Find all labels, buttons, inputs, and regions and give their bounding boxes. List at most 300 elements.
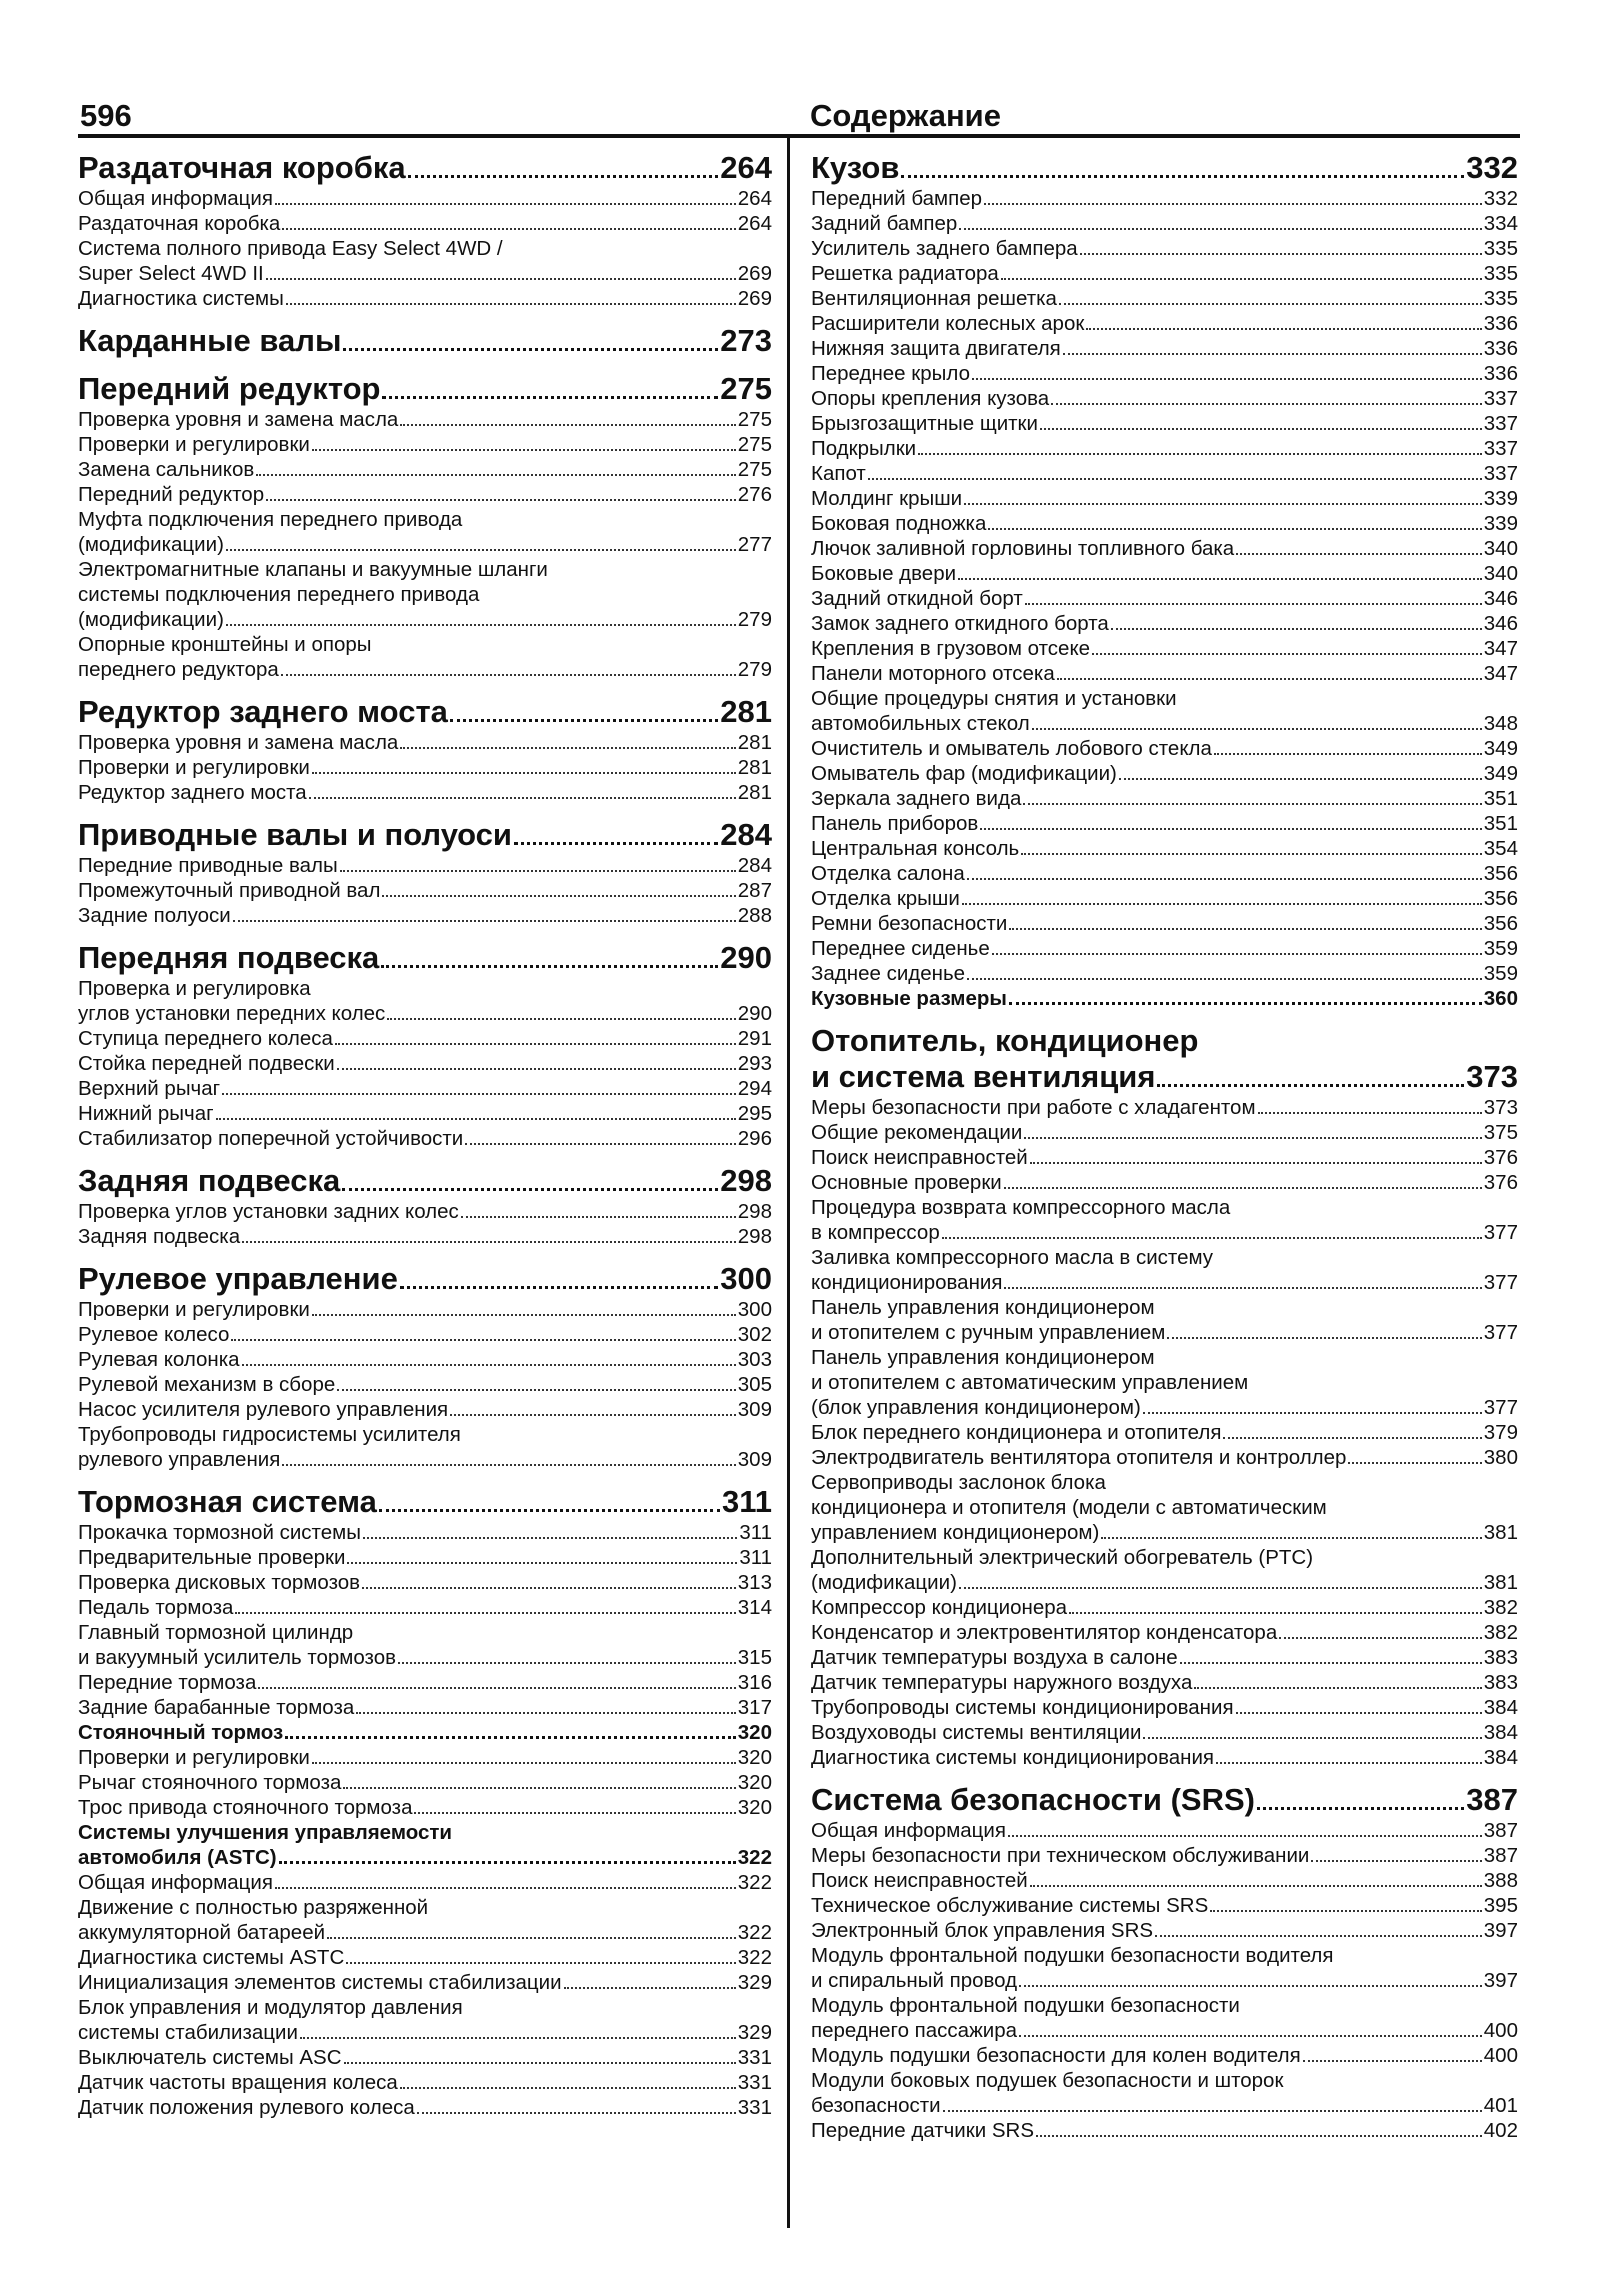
dot-leader xyxy=(1092,653,1482,655)
dot-leader xyxy=(266,499,736,501)
page-ref: 290 xyxy=(737,1002,772,1025)
page-ref: 384 xyxy=(1483,1746,1518,1769)
toc-entry[interactable] xyxy=(78,730,772,755)
toc-entry[interactable] xyxy=(811,711,1518,736)
dot-leader xyxy=(1257,1807,1464,1810)
page-ref: 387 xyxy=(1466,1782,1518,1817)
entry-title: Кузовные размеры xyxy=(811,987,1007,1010)
toc-entry[interactable] xyxy=(78,1745,772,1770)
toc-entry[interactable] xyxy=(811,1918,1518,1943)
toc-entry[interactable] xyxy=(78,1595,772,1620)
toc-entry[interactable] xyxy=(78,261,772,286)
entry-title: Модуль подушки безопасности для колен водителя xyxy=(811,2044,1301,2067)
dot-leader xyxy=(1009,928,1481,930)
toc-entry[interactable] xyxy=(811,1620,1518,1645)
toc-entry-text-line: Система полного привода Easy Select 4WD / xyxy=(78,237,503,260)
toc-entry[interactable] xyxy=(811,1445,1518,1470)
entry-title: Капот xyxy=(811,462,866,485)
entry-title: Датчик температуры воздуха в салоне xyxy=(811,1646,1178,1669)
entry-title: Брызгозащитные щитки xyxy=(811,412,1038,435)
page-ref: 322 xyxy=(737,1921,772,1944)
chapter-heading[interactable] xyxy=(811,1059,1518,1095)
dot-leader xyxy=(337,1389,736,1391)
page-ref: 381 xyxy=(1483,1521,1518,1544)
entry-title: Расширители колесных арок xyxy=(811,312,1085,335)
dot-leader xyxy=(1143,1412,1482,1414)
dot-leader xyxy=(347,1562,737,1564)
toc-entry[interactable] xyxy=(811,261,1518,286)
toc-entry[interactable] xyxy=(78,2095,772,2120)
toc-entry[interactable] xyxy=(811,336,1518,361)
dot-leader xyxy=(408,175,719,178)
toc-entry[interactable] xyxy=(811,661,1518,686)
entry-title: управлением кондиционером) xyxy=(811,1521,1100,1544)
toc-entry[interactable] xyxy=(78,1224,772,1249)
entry-title: Решетка радиатора xyxy=(811,262,999,285)
toc-entry[interactable] xyxy=(78,1026,772,1051)
toc-entry[interactable] xyxy=(78,2070,772,2095)
entry-title: Верхний рычаг xyxy=(78,1077,221,1100)
dot-leader xyxy=(233,920,736,922)
entry-title: Предварительные проверки xyxy=(78,1546,346,1569)
dot-leader xyxy=(1019,1985,1482,1987)
dot-leader xyxy=(1019,2035,1482,2037)
toc-entry[interactable] xyxy=(78,2045,772,2070)
entry-title: Передние тормоза xyxy=(78,1671,257,1694)
entry-title: Замена сальников xyxy=(78,458,255,481)
toc-entry[interactable] xyxy=(78,1126,772,1151)
dot-leader xyxy=(988,528,1481,530)
page-ref: 277 xyxy=(737,533,772,556)
dot-leader xyxy=(1023,803,1481,805)
toc-entry[interactable] xyxy=(811,511,1518,536)
toc-entry[interactable] xyxy=(811,2118,1518,2143)
toc-entry[interactable] xyxy=(811,2043,1518,2068)
page-ref: 295 xyxy=(737,1102,772,1125)
entry-title: Поиск неисправностей xyxy=(811,1869,1028,1892)
page-ref: 383 xyxy=(1483,1671,1518,1694)
chapter-heading[interactable] xyxy=(78,150,772,186)
page-ref: 281 xyxy=(737,731,772,754)
toc-entry[interactable] xyxy=(78,186,772,211)
toc-entry[interactable] xyxy=(811,561,1518,586)
page-ref: 387 xyxy=(1483,1819,1518,1842)
toc-entry[interactable] xyxy=(811,911,1518,936)
toc-entry[interactable] xyxy=(811,761,1518,786)
toc-entry[interactable] xyxy=(78,407,772,432)
chapter-heading[interactable] xyxy=(78,694,772,730)
toc-entry[interactable] xyxy=(78,1372,772,1397)
dot-leader xyxy=(1180,1662,1482,1664)
toc-entry[interactable] xyxy=(811,186,1518,211)
page-ref: 376 xyxy=(1483,1171,1518,1194)
chapter-heading[interactable] xyxy=(78,940,772,976)
entry-title: Крепления в грузовом отсеке xyxy=(811,637,1091,660)
toc-entry-text-line: Проверка и регулировка xyxy=(78,977,311,1000)
entry-title: рулевого управления xyxy=(78,1448,281,1471)
toc-entry[interactable] xyxy=(811,486,1518,511)
toc-entry[interactable] xyxy=(811,1868,1518,1893)
toc-entry[interactable] xyxy=(78,1199,772,1224)
dot-leader xyxy=(226,549,736,551)
entry-title: и система вентиляция xyxy=(811,1059,1156,1094)
page-ref: 322 xyxy=(737,1846,772,1869)
toc-entry[interactable] xyxy=(811,386,1518,411)
dot-leader xyxy=(335,1043,736,1045)
page-ref: 281 xyxy=(737,781,772,804)
section-heading[interactable] xyxy=(811,986,1518,1011)
entry-title: переднего редуктора xyxy=(78,658,279,681)
toc-entry-text-line: Сервоприводы заслонок блока xyxy=(811,1471,1106,1494)
entry-title: Ремни безопасности xyxy=(811,912,1008,935)
entry-title: Нижняя защита двигателя xyxy=(811,337,1061,360)
toc-entry[interactable] xyxy=(78,1645,772,1670)
toc-entry[interactable] xyxy=(811,461,1518,486)
toc-entry[interactable] xyxy=(78,1076,772,1101)
dot-leader xyxy=(1348,1462,1481,1464)
entry-title: Переднее сиденье xyxy=(811,937,990,960)
toc-entry[interactable] xyxy=(811,436,1518,461)
toc-entry[interactable] xyxy=(78,1322,772,1347)
toc-entry[interactable] xyxy=(78,1545,772,1570)
page-ref: 309 xyxy=(737,1398,772,1421)
entry-title: Передние приводные валы xyxy=(78,854,338,877)
dot-leader xyxy=(1040,428,1482,430)
page-ref: 313 xyxy=(737,1571,772,1594)
toc-entry[interactable] xyxy=(78,457,772,482)
entry-title: Кузов xyxy=(811,150,900,185)
entry-title: Проверки и регулировки xyxy=(78,433,310,456)
toc-entry[interactable] xyxy=(811,311,1518,336)
dot-leader xyxy=(514,842,718,845)
dot-leader xyxy=(1036,2135,1482,2137)
page-ref: 298 xyxy=(737,1225,772,1248)
toc-entry[interactable] xyxy=(811,236,1518,261)
toc-entry[interactable] xyxy=(78,2020,772,2045)
toc-entry[interactable] xyxy=(811,936,1518,961)
toc-entry[interactable] xyxy=(78,1695,772,1720)
toc-entry[interactable] xyxy=(78,1051,772,1076)
entry-title: и отопителем с ручным управлением xyxy=(811,1321,1166,1344)
page-ref: 281 xyxy=(720,694,772,729)
dot-leader xyxy=(1210,1910,1482,1912)
toc-entry[interactable] xyxy=(811,361,1518,386)
page-ref: 356 xyxy=(1483,912,1518,935)
toc-entry[interactable] xyxy=(78,432,772,457)
dot-leader xyxy=(967,978,1482,980)
chapter-heading[interactable] xyxy=(78,1163,772,1199)
entry-title: Нижний рычаг xyxy=(78,1102,214,1125)
dot-leader xyxy=(382,396,718,399)
dot-leader xyxy=(242,1364,736,1366)
entry-title: Рулевое колесо xyxy=(78,1323,230,1346)
page-number: 596 xyxy=(80,98,132,133)
dot-leader xyxy=(400,424,735,426)
toc-entry[interactable] xyxy=(78,1101,772,1126)
toc-entry[interactable] xyxy=(78,657,772,682)
entry-title: Рулевой механизм в сборе xyxy=(78,1373,336,1396)
toc-entry[interactable] xyxy=(811,211,1518,236)
toc-entry[interactable] xyxy=(78,607,772,632)
entry-title: Компрессор кондиционера xyxy=(811,1596,1068,1619)
page-ref: 311 xyxy=(739,1521,772,1544)
toc-entry[interactable] xyxy=(811,286,1518,311)
page-ref: 264 xyxy=(720,150,772,185)
toc-entry[interactable] xyxy=(811,1120,1518,1145)
chapter-heading[interactable] xyxy=(78,817,772,853)
entry-title: Передний бампер xyxy=(811,187,983,210)
entry-title: Задние барабанные тормоза xyxy=(78,1696,355,1719)
toc-entry-text-line: системы подключения переднего привода xyxy=(78,583,480,606)
entry-title: Передний редуктор xyxy=(78,483,265,506)
dot-leader xyxy=(343,1787,735,1789)
toc-entry[interactable] xyxy=(811,736,1518,761)
toc-entry[interactable] xyxy=(78,780,772,805)
dot-leader xyxy=(282,228,735,230)
toc-entry[interactable] xyxy=(78,1970,772,1995)
page-ref: 377 xyxy=(1483,1221,1518,1244)
toc-entry[interactable] xyxy=(811,961,1518,986)
toc-entry[interactable] xyxy=(811,1145,1518,1170)
dot-leader xyxy=(918,453,1482,455)
dot-leader xyxy=(943,2110,1482,2112)
page-ref: 337 xyxy=(1483,462,1518,485)
dot-leader xyxy=(275,1887,736,1889)
section-heading[interactable] xyxy=(78,1720,772,1745)
toc-entry[interactable] xyxy=(78,1447,772,1472)
dot-leader xyxy=(1004,1287,1481,1289)
entry-title: Проверка уровня и замена масла xyxy=(78,731,399,754)
toc-entry[interactable] xyxy=(78,903,772,928)
toc-entry[interactable] xyxy=(811,1595,1518,1620)
toc-entry[interactable] xyxy=(811,886,1518,911)
section-heading[interactable] xyxy=(78,1845,772,1870)
page-ref: 300 xyxy=(720,1261,772,1296)
entry-title: Датчик положения рулевого колеса xyxy=(78,2096,415,2119)
page-ref: 334 xyxy=(1483,212,1518,235)
page-ref: 379 xyxy=(1483,1421,1518,1444)
entry-title: Ступица переднего колеса xyxy=(78,1027,333,1050)
page-ref: 275 xyxy=(737,433,772,456)
toc-entry[interactable] xyxy=(78,1397,772,1422)
toc-entry[interactable] xyxy=(811,411,1518,436)
dot-leader xyxy=(312,772,736,774)
page-ref: 294 xyxy=(737,1077,772,1100)
toc-entry[interactable] xyxy=(811,1670,1518,1695)
toc-entry[interactable] xyxy=(811,2018,1518,2043)
toc-entry[interactable] xyxy=(78,286,772,311)
toc-entry[interactable] xyxy=(78,1920,772,1945)
chapter-heading[interactable] xyxy=(78,371,772,407)
toc-entry[interactable] xyxy=(78,1670,772,1695)
page-ref: 320 xyxy=(737,1796,772,1819)
dot-leader xyxy=(382,895,735,897)
toc-entry[interactable] xyxy=(811,1170,1518,1195)
page-ref: 273 xyxy=(720,323,772,358)
entry-title: Зеркала заднего вида xyxy=(811,787,1022,810)
toc-entry[interactable] xyxy=(811,536,1518,561)
dot-leader xyxy=(465,1143,736,1145)
toc-entry[interactable] xyxy=(811,1570,1518,1595)
toc-entry[interactable] xyxy=(811,1818,1518,1843)
toc-entry[interactable] xyxy=(811,786,1518,811)
page-ref: 288 xyxy=(737,904,772,927)
dot-leader xyxy=(984,203,1482,205)
toc-entry[interactable] xyxy=(811,1968,1518,1993)
toc-entry[interactable] xyxy=(811,1270,1518,1295)
entry-title: Общие рекомендации xyxy=(811,1121,1023,1144)
toc-entry[interactable] xyxy=(811,1645,1518,1670)
dot-leader xyxy=(1119,778,1482,780)
toc-entry[interactable] xyxy=(78,878,772,903)
dot-leader xyxy=(231,1339,735,1341)
toc-entry[interactable] xyxy=(78,1870,772,1895)
dot-leader xyxy=(242,1241,736,1243)
entry-title: Тормозная система xyxy=(78,1484,377,1519)
entry-title: Задний бампер xyxy=(811,212,958,235)
chapter-heading[interactable] xyxy=(78,1261,772,1297)
toc-entry[interactable] xyxy=(811,636,1518,661)
toc-entry[interactable] xyxy=(811,1720,1518,1745)
page-ref: 360 xyxy=(1483,987,1518,1010)
toc-entry[interactable] xyxy=(78,482,772,507)
page-ref: 331 xyxy=(737,2046,772,2069)
chapter-heading[interactable] xyxy=(78,1484,772,1520)
entry-title: Задняя подвеска xyxy=(78,1225,241,1248)
chapter-heading[interactable] xyxy=(811,150,1518,186)
page-ref: 337 xyxy=(1483,387,1518,410)
page-ref: 275 xyxy=(737,408,772,431)
toc-entry[interactable] xyxy=(78,1795,772,1820)
page-ref: 303 xyxy=(737,1348,772,1371)
entry-title: Боковые двери xyxy=(811,562,957,585)
entry-title: и спиральный провод xyxy=(811,1969,1018,1992)
toc-entry[interactable] xyxy=(78,1520,772,1545)
toc-entry[interactable] xyxy=(811,1095,1518,1120)
entry-title: углов установки передних колес xyxy=(78,1002,386,1025)
page-ref: 376 xyxy=(1483,1146,1518,1169)
dot-leader xyxy=(1025,603,1482,605)
toc-entry[interactable] xyxy=(811,861,1518,886)
toc-entry[interactable] xyxy=(811,1420,1518,1445)
toc-entry[interactable] xyxy=(811,611,1518,636)
toc-entry[interactable] xyxy=(78,1945,772,1970)
toc-entry[interactable] xyxy=(811,836,1518,861)
entry-title: Редуктор заднего моста xyxy=(78,694,448,729)
entry-title: Диагностика системы ASTC xyxy=(78,1946,345,1969)
toc-entry[interactable] xyxy=(811,586,1518,611)
toc-entry[interactable] xyxy=(811,1520,1518,1545)
dot-leader xyxy=(312,1762,736,1764)
page-ref: 298 xyxy=(720,1163,772,1198)
page-ref: 264 xyxy=(737,212,772,235)
toc-entry[interactable] xyxy=(811,1893,1518,1918)
entry-title: Рулевая колонка xyxy=(78,1348,240,1371)
page-ref: 377 xyxy=(1483,1321,1518,1344)
page-ref: 329 xyxy=(737,1971,772,1994)
toc-entry[interactable] xyxy=(78,1347,772,1372)
toc-entry[interactable] xyxy=(78,532,772,557)
dot-leader xyxy=(1063,353,1482,355)
dot-leader xyxy=(279,1861,736,1864)
entry-title: Насос усилителя рулевого управления xyxy=(78,1398,449,1421)
page-ref: 316 xyxy=(737,1671,772,1694)
toc-entry[interactable] xyxy=(811,1695,1518,1720)
entry-title: Стойка передней подвески xyxy=(78,1052,335,1075)
toc-entry[interactable] xyxy=(78,755,772,780)
dot-leader xyxy=(387,1018,735,1020)
dot-leader xyxy=(256,474,736,476)
page-ref: 269 xyxy=(737,262,772,285)
toc-entry[interactable] xyxy=(811,811,1518,836)
toc-entry[interactable] xyxy=(811,1320,1518,1345)
page-ref: 302 xyxy=(737,1323,772,1346)
dot-leader xyxy=(282,1464,735,1466)
dot-leader xyxy=(959,228,1481,230)
page-ref: 269 xyxy=(737,287,772,310)
page-ref: 332 xyxy=(1466,150,1518,185)
page-ref: 346 xyxy=(1483,612,1518,635)
entry-title: Раздаточная коробка xyxy=(78,150,406,185)
page-ref: 377 xyxy=(1483,1396,1518,1419)
chapter-heading[interactable] xyxy=(811,1782,1518,1818)
dot-leader xyxy=(1214,753,1482,755)
toc-entry[interactable] xyxy=(78,1001,772,1026)
toc-entry[interactable] xyxy=(78,211,772,236)
entry-title: Воздуховоды системы вентиляции xyxy=(811,1721,1142,1744)
dot-leader xyxy=(1279,1637,1482,1639)
entry-title: Карданные валы xyxy=(78,323,342,358)
toc-entry[interactable] xyxy=(78,1770,772,1795)
entry-title: Проверки и регулировки xyxy=(78,1746,310,1769)
page-ref: 300 xyxy=(737,1298,772,1321)
entry-title: Поиск неисправностей xyxy=(811,1146,1028,1169)
page-ref: 322 xyxy=(737,1871,772,1894)
page-ref: 373 xyxy=(1483,1096,1518,1119)
toc-entry[interactable] xyxy=(811,1220,1518,1245)
dot-leader xyxy=(362,1587,736,1589)
page-ref: 311 xyxy=(721,1484,772,1519)
entry-title: Отделка салона xyxy=(811,862,965,885)
dot-leader xyxy=(967,878,1482,880)
toc-entry[interactable] xyxy=(811,1395,1518,1420)
dot-leader xyxy=(980,828,1481,830)
dot-leader xyxy=(222,1093,736,1095)
toc-entry[interactable] xyxy=(811,2093,1518,2118)
toc-entry-text-line: Блок управления и модулятор давления xyxy=(78,1996,463,2019)
page-ref: 359 xyxy=(1483,962,1518,985)
toc-entry-text-line: Движение с полностью разряженной xyxy=(78,1896,429,1919)
entry-title: Подкрылки xyxy=(811,437,917,460)
dot-leader xyxy=(901,175,1464,178)
toc-entry[interactable] xyxy=(78,853,772,878)
chapter-heading[interactable] xyxy=(78,323,772,359)
page-ref: 387 xyxy=(1483,1844,1518,1867)
toc-entry[interactable] xyxy=(811,1745,1518,1770)
dot-leader xyxy=(1157,1084,1464,1087)
dot-leader xyxy=(942,1237,1482,1239)
toc-entry[interactable] xyxy=(78,1570,772,1595)
toc-entry[interactable] xyxy=(78,1297,772,1322)
page-ref: 382 xyxy=(1483,1596,1518,1619)
toc-entry[interactable] xyxy=(811,1843,1518,1868)
page-ref: 356 xyxy=(1483,862,1518,885)
toc-entry-text-line: Модули боковых подушек безопасности и шторок xyxy=(811,2069,1284,2092)
entry-title: Проверка углов установки задних колес xyxy=(78,1200,459,1223)
entry-title: автомобиля (ASTC) xyxy=(78,1846,277,1869)
entry-title: Раздаточная коробка xyxy=(78,212,281,235)
entry-title: Задний откидной борт xyxy=(811,587,1023,610)
